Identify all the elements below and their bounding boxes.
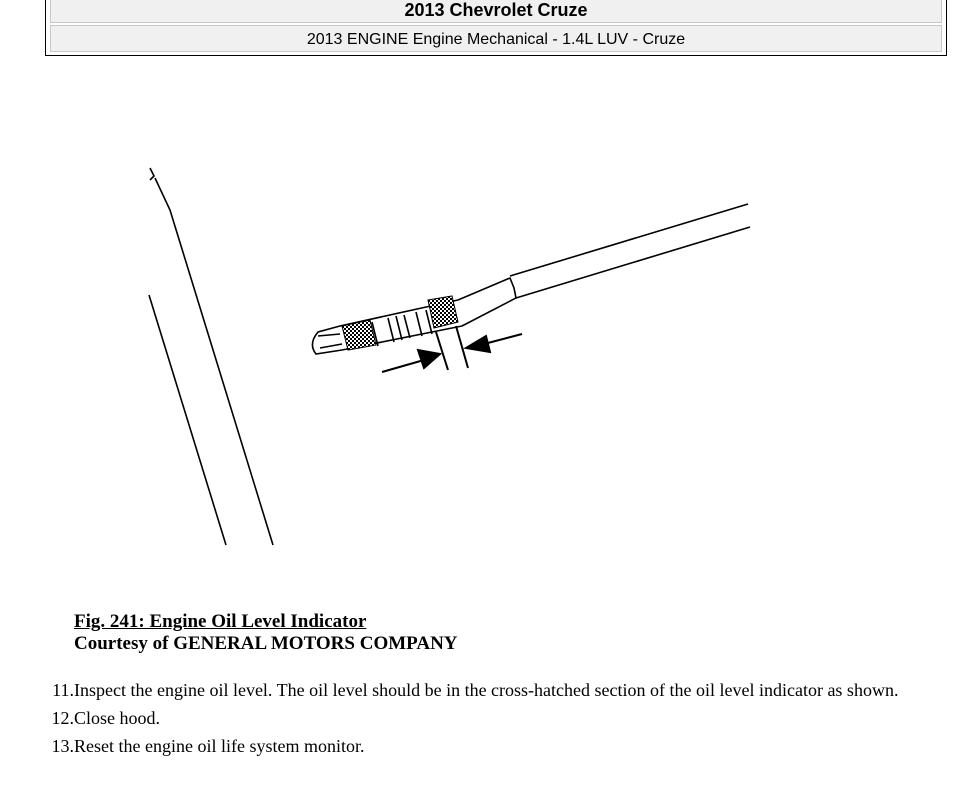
document-header (45, 0, 947, 56)
step-text: Inspect the engine oil level. The oil level should be in the cross-hatched section of the oil level indicator as shown. (74, 680, 899, 700)
tube-edge-line-lower (149, 295, 226, 545)
list-item (30, 735, 930, 757)
figure-caption (74, 611, 458, 655)
cross-hatch-zone-upper (428, 296, 458, 328)
oil-level-indicator-drawing (0, 140, 975, 560)
step-number: 13. (51, 736, 74, 756)
arrow-right (484, 334, 522, 344)
list-item (30, 679, 930, 701)
step-number: 11. (52, 680, 74, 700)
figure-title: Fig. 241: Engine Oil Level Indicator (74, 611, 367, 632)
dipstick-shaft (510, 204, 750, 298)
procedure-steps (30, 679, 930, 763)
marker-line-left (436, 332, 448, 370)
step-text: Reset the engine oil life system monitor. (74, 736, 365, 756)
step-number: 12. (51, 708, 74, 728)
cross-hatch-zone-lower (342, 320, 376, 350)
arrow-left (382, 360, 424, 372)
vehicle-title: 2013 Chevrolet Cruze (50, 0, 942, 23)
step-text: Close hood. (74, 708, 161, 728)
figure-credit: Courtesy of GENERAL MOTORS COMPANY (74, 633, 458, 654)
section-title: 2013 ENGINE Engine Mechanical - 1.4L LUV - Cruze (50, 25, 942, 52)
list-item (30, 707, 930, 729)
